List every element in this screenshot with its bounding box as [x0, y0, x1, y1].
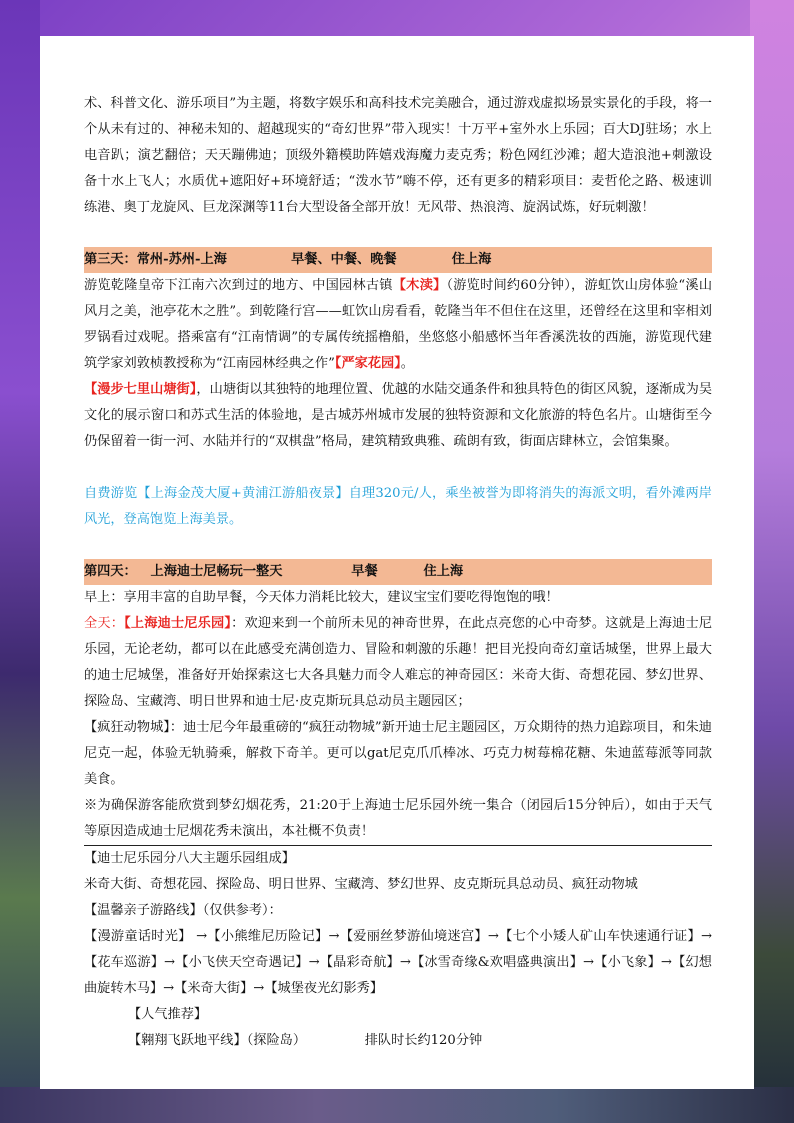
background-left-panel: [0, 0, 40, 1123]
document-page: [40, 36, 754, 1089]
background-bottom-strip: [0, 1087, 794, 1123]
spacer: [84, 455, 712, 481]
popular-item: 【翱翔飞跃地平线】（探险岛） 排队时长约120分钟: [128, 1033, 483, 1048]
parks-list: 米奇大街、奇想花园、探险岛、明日世界、宝藏湾、梦幻世界、皮克斯玩具总动员、疯狂动物城: [84, 877, 638, 892]
highlight-yanjia-garden: 【严家花园】: [334, 356, 401, 371]
highlight-mudu: 【木渎】: [392, 278, 447, 293]
day4-allday: [84, 611, 712, 715]
day3-text-c: 。: [400, 356, 414, 371]
route-list: 【漫游童话时光】 →【小熊维尼历险记】→【爱丽丝梦游仙境迷宫】→【七个小矮人矿山车快速通行证】→【花车巡游】→【小飞侠天空奇遇记】→【晶彩奇航】→【冰雪奇缘&欢唱盛典演出】→【小飞象】→【幻想曲旋转木马】→【米奇大街】→【城堡夜光幻影秀】: [84, 929, 712, 996]
background-right-panel: [750, 0, 794, 1123]
allday-label: 全天：: [84, 616, 125, 631]
spacer: [84, 221, 712, 247]
spacer: [84, 533, 712, 559]
day4-morning: 早上：享用丰富的自助早餐，今天体力消耗比较大，建议宝宝们要吃得饱饱的哦！: [84, 590, 559, 605]
day3-paragraph-1: [84, 273, 712, 377]
day3-shantang-text: ，山塘街以其独特的地理位置、优越的水陆交通条件和独具特色的街区风貌，逐渐成为吴文化的展示窗口和苏式生活的体验地，是古城苏州城市发展的独特资源和文化旅游的特色名片。山塘街至今仍保留着一街一河、水陆并行的“双棋盘”格局，建筑精致典雅、疏朗有致，街面店肆林立，会馆集聚。: [84, 382, 713, 449]
allday-text: ：欢迎来到一个前所未见的神奇世界，在此点亮您的心中奇梦。这就是上海迪士尼乐园，无论老幼，都可以在此感受充满创造力、冒险和刺激的乐趣！把目光投向奇幻童话城堡，世界上最大的迪士尼城堡，准备好开始探索这七大各具魅力而令人难忘的神奇园区：米奇大街、奇想花园、梦幻世界、探险岛、宝藏湾、明日世界和迪士尼·皮克斯玩具总动员主题园区；: [84, 616, 713, 709]
route-title: 【温馨亲子游路线】（仅供参考）：: [84, 903, 282, 918]
day4-zootopia: 【疯狂动物城】：迪士尼今年最重磅的“疯狂动物城”新开迪士尼主题园区，万众期待的热力追踪项目，和朱迪尼克一起，体验无轨骑乘，解救下奇羊。更可以gat尼克爪爪棒冰、巧克力树莓棉花糖、朱迪蓝莓派等同款美食。: [84, 720, 712, 787]
day3-optional-tour: 自费游览【上海金茂大厦+黄浦江游船夜景】自理320元/人，乘坐被誉为即将消失的海派文明，看外滩两岸风光，登高饱览上海美景。: [84, 486, 712, 527]
day4-header: 第四天： 上海迪士尼畅玩一整天 早餐 住上海: [84, 559, 712, 585]
day3-header: 第三天：常州-苏州-上海 早餐、中餐、晚餐 住上海: [84, 247, 712, 273]
highlight-disneyland: 【上海迪士尼乐园】: [124, 616, 232, 631]
day3-paragraph-2: [84, 377, 712, 455]
intro-paragraph: 术、科普文化、游乐项目”为主题，将数字娱乐和高科技术完美融合，通过游戏虚拟场景实景化的手段，将一个从未有过的、神秘未知的、超越现实的“奇幻世界”带入现实！十万平+室外水上乐园；百大DJ驻场；水上电音趴；演艺翻倍；天天蹦佛迪；顶级外籍模助阵嬉戏海魔力麦克秀；粉色网红沙滩；超大造浪池+刺激设备十水上飞人；水质优+遮阳好+环境舒适；“泼水节”嗨不停，还有更多的精彩项目：麦哲伦之路、极速训练港、奥丁龙旋风、巨龙深渊等11台大型设备全部开放！无风带、热浪湾、旋涡试炼，好玩刺激！: [84, 96, 712, 215]
popular-title: 【人气推荐】: [128, 1007, 208, 1022]
day3-text-a: 游览乾隆皇帝下江南六次到过的地方、中国园林古镇: [84, 278, 393, 293]
highlight-shantang-street: 【漫步七里山塘街】: [84, 382, 197, 397]
parks-title: 【迪士尼乐园分八大主题乐园组成】: [84, 851, 295, 866]
day4-fireworks-note: ※为确保游客能欣赏到梦幻烟花秀，21:20于上海迪士尼乐园外统一集合（闭园后15分钟后），如由于天气等原因造成迪士尼烟花秀未演出，本社概不负责！: [84, 798, 712, 839]
itinerary-content: [84, 91, 712, 1054]
day3-text-b: （游览时间约60分钟），游虹饮山房体验“溪山风月之美，池亭花木之胜”。到乾隆行宫——虹饮山房看看，乾隆当年不但住在这里，还曾经在这里和宰相刘罗锅看过戏呢。搭乘富有“江南情调”的专属传统摇橹船，坐悠悠小船感怀当年香溪洗妆的西施，游览现代建筑学家刘敦桢教授称为“江南园林经典之作”: [84, 278, 713, 371]
